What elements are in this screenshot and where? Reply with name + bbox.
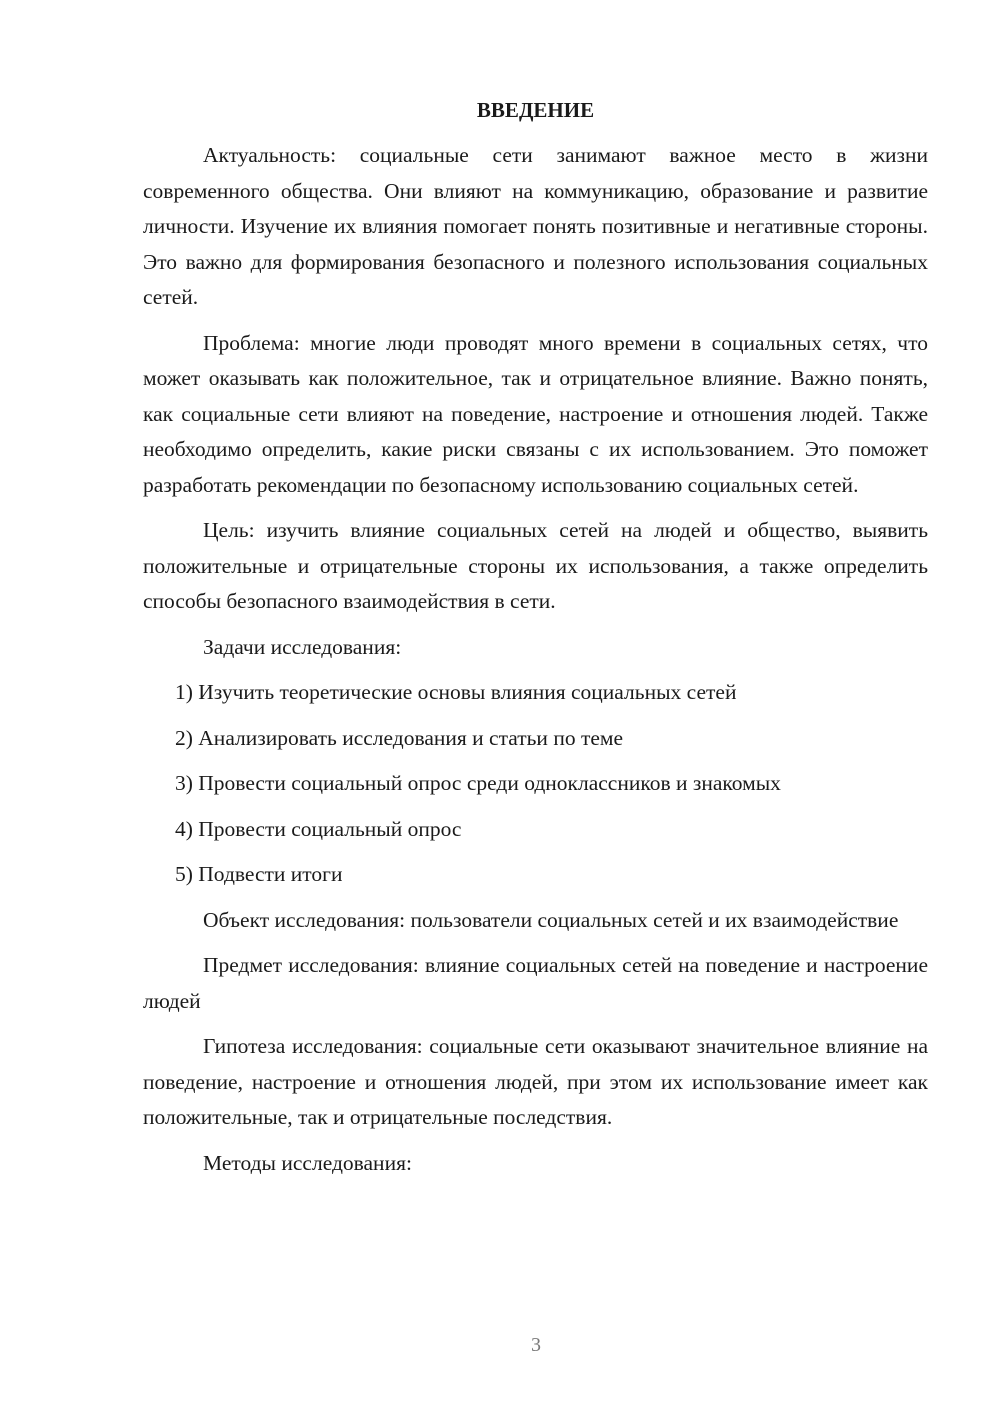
task-item: 3) Провести социальный опрос среди одноклассников и знакомых xyxy=(175,771,781,795)
task-item: 4) Провести социальный опрос xyxy=(175,816,462,841)
subject-paragraph: Предмет исследования: влияние социальных сетей на поведение и настроение людей xyxy=(143,953,928,1013)
task-item: 1) Изучить теоретические основы влияния социальных сетей xyxy=(175,680,737,704)
tasks-list xyxy=(143,675,928,893)
methods-title: Методы исследования: xyxy=(203,1150,412,1175)
goal-paragraph: Цель: изучить влияние социальных сетей на людей и общество, выявить положительные и отрицательные стороны их использования, а также определить способы безопасного взаимодействия в сети. xyxy=(143,518,928,613)
task-item: 2) Анализировать исследования и статьи по теме xyxy=(175,725,624,750)
tasks-title: Задачи исследования: xyxy=(203,634,402,659)
task-item: 5) Подвести итоги xyxy=(175,862,343,886)
relevance-paragraph: Актуальность: социальные сети занимают важное место в жизни современного общества. Они влияют на коммуникацию, образование и развитие личности. Изучение их влияния помогает понять позитивные и негативные стороны. Это важно для формирования безопасного и полезного использования социальных сетей. xyxy=(143,143,928,309)
page-content xyxy=(143,96,928,1191)
object-paragraph: Объект исследования: пользователи социальных сетей и их взаимодействие xyxy=(203,907,899,932)
section-heading: ВВЕДЕНИЕ xyxy=(476,98,595,122)
page-number: 3 xyxy=(531,1334,541,1356)
hypothesis-paragraph: Гипотеза исследования: социальные сети оказывают значительное влияние на поведение, настроение и отношения людей, при этом их использование имеет как положительные, так и отрицательные последствия. xyxy=(143,1034,928,1129)
problem-paragraph: Проблема: многие люди проводят много времени в социальных сетях, что может оказывать как положительное, так и отрицательное влияние. Важно понять, как социальные сети влияют на поведение, настроение и отношения людей. Также необходимо определить, какие риски связаны с их использованием. Это поможет разработать рекомендации по безопасному использованию социальных сетей. xyxy=(143,330,928,497)
